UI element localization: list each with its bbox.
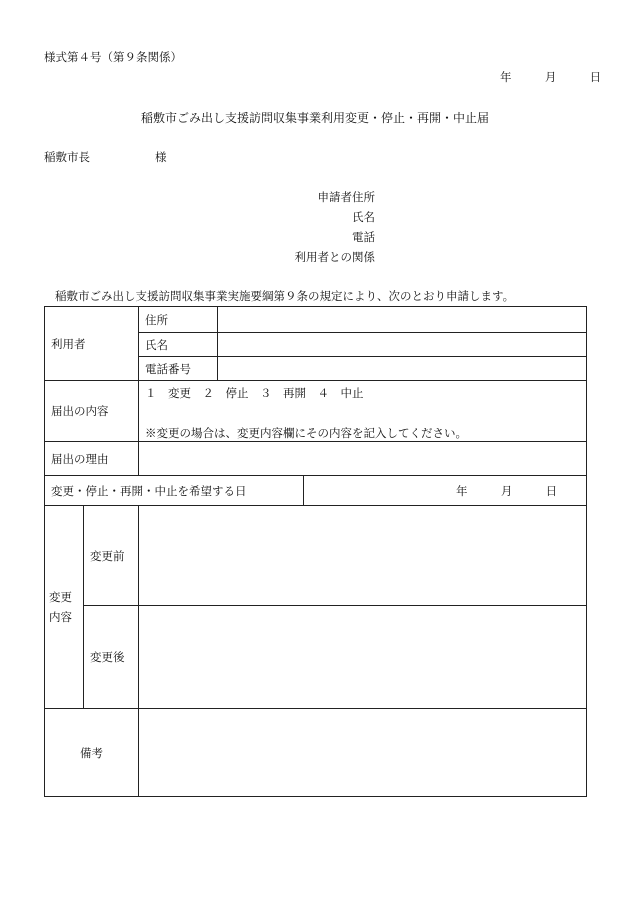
user-phone-label: 電話番号	[139, 357, 218, 381]
change-content-label	[45, 506, 84, 709]
applicant-relation-label: 利用者との関係	[294, 250, 375, 264]
remarks-field[interactable]	[139, 709, 587, 797]
user-name-label: 氏名	[139, 333, 218, 357]
change-content-label-line2: 内容	[49, 610, 72, 624]
user-name-field[interactable]	[218, 333, 587, 357]
date-day-label: 日	[589, 70, 602, 84]
intro-text: 稲敷市ごみ出し支援訪問収集事業実施要綱第９条の規定により、次のとおり申請します。	[55, 289, 515, 303]
desired-date-month: 月	[500, 483, 513, 498]
applicant-address-label: 申請者住所	[317, 190, 375, 204]
application-form-table	[44, 306, 587, 797]
notice-reason-field[interactable]	[139, 442, 587, 476]
user-phone-field[interactable]	[218, 357, 587, 381]
desired-date-day: 日	[545, 483, 558, 498]
date-month-label: 月	[544, 70, 557, 84]
user-address-label: 住所	[139, 307, 218, 333]
notice-reason-label: 届出の理由	[45, 442, 139, 476]
document-title: 稲敷市ごみ出し支援訪問収集事業利用変更・停止・再開・中止届	[140, 111, 489, 125]
form-number: 様式第４号（第９条関係）	[44, 50, 182, 64]
before-change-field[interactable]	[139, 506, 587, 606]
applicant-phone-label: 電話	[352, 230, 375, 244]
notice-options: １ 変更 ２ 停止 ３ 再開 ４ 中止	[145, 386, 364, 400]
change-content-label-line1: 変更	[49, 590, 72, 604]
date-year-label: 年	[500, 70, 512, 84]
desired-date-year: 年	[456, 483, 468, 498]
applicant-name-label: 氏名	[352, 210, 375, 224]
addressee-honorific: 様	[155, 150, 167, 164]
desired-date-field[interactable]	[304, 476, 587, 506]
after-change-field[interactable]	[139, 606, 587, 709]
user-address-field[interactable]	[218, 307, 587, 333]
before-change-label: 変更前	[84, 506, 139, 606]
addressee-mayor: 稲敷市長	[44, 150, 90, 164]
user-label: 利用者	[45, 307, 139, 381]
header-date	[500, 70, 601, 84]
notice-content-label: 届出の内容	[45, 381, 139, 442]
desired-date-label: 変更・停止・再開・中止を希望する日	[45, 476, 304, 506]
notice-note: ※変更の場合は、変更内容欄にその内容を記入してください。	[145, 426, 467, 440]
remarks-label: 備考	[45, 709, 139, 797]
notice-content-field[interactable]	[139, 381, 587, 442]
after-change-label: 変更後	[84, 606, 139, 709]
